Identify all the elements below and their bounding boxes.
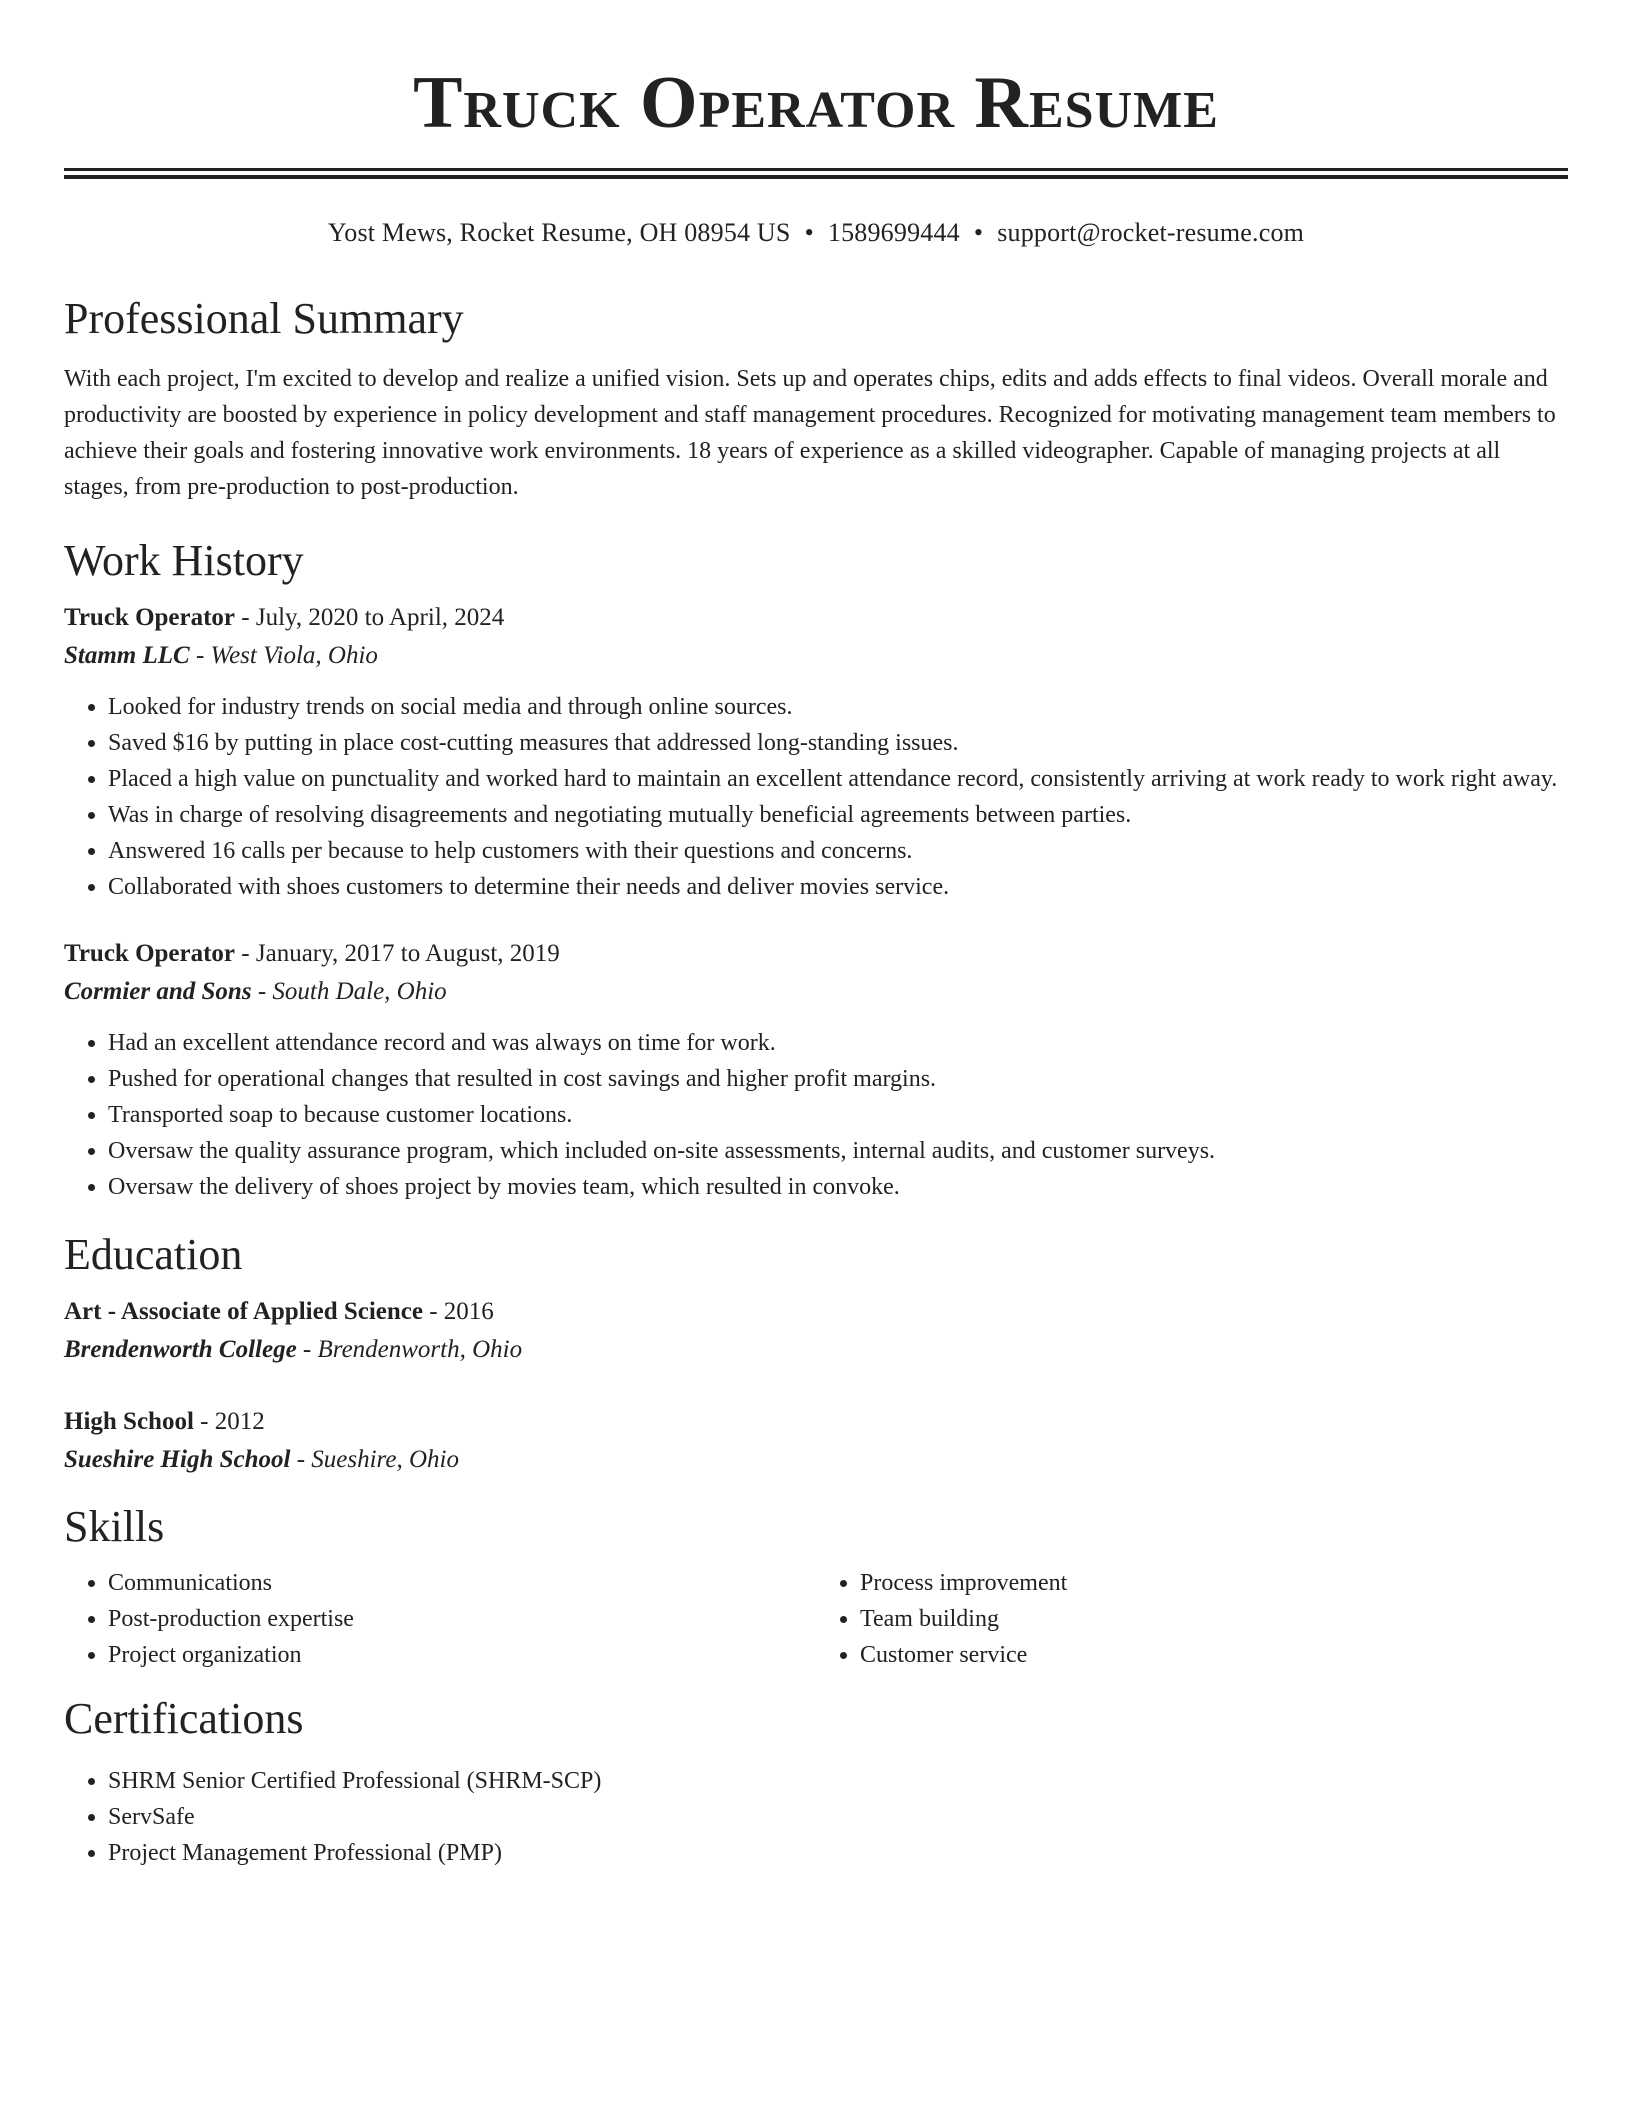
title-divider bbox=[64, 168, 1568, 179]
school-name: Brendenworth College bbox=[64, 1336, 297, 1363]
contact-line bbox=[64, 215, 1568, 251]
section-heading-work-history: Work History bbox=[64, 536, 304, 585]
school-name: Sueshire High School bbox=[64, 1446, 291, 1473]
degree: High School bbox=[64, 1408, 194, 1435]
company-location: - West Viola, Ohio bbox=[189, 642, 378, 669]
company-location: - South Dale, Ohio bbox=[251, 978, 447, 1005]
school-location: - Sueshire, Ohio bbox=[290, 1446, 459, 1473]
job-bullet: • Had an excellent attendance record and was always on time for work. bbox=[108, 1025, 1568, 1061]
company-line bbox=[64, 637, 1568, 675]
school-line bbox=[64, 1331, 1568, 1369]
skill-item: • Process improvement bbox=[860, 1565, 1568, 1601]
certification-item: • ServSafe bbox=[108, 1799, 1568, 1835]
job-title: Truck Operator bbox=[64, 604, 236, 631]
section-heading-certifications: Certifications bbox=[64, 1694, 304, 1743]
summary-text: With each project, I'm excited to develop and realize a unified vision. Sets up and operates chips, edits and adds effects to final videos. Overall morale and productivity are boosted by experience in policy development and staff management procedures. Recognized for motivating management team members to achieve their goals and fostering innovative work environments. 18 years of experience as a skilled videographer. Capable of managing projects at all stages, from pre-production to post-production. bbox=[64, 366, 1556, 500]
job-bullet: • Answered 16 calls per because to help customers with their questions and concerns. bbox=[108, 833, 1568, 869]
job-bullet: • Oversaw the delivery of shoes project by movies team, which resulted in convoke. bbox=[108, 1169, 1568, 1205]
job-title-line bbox=[64, 599, 1568, 637]
company-name: Cormier and Sons bbox=[64, 978, 252, 1005]
skill-item: • Post-production expertise bbox=[108, 1601, 816, 1637]
school-line bbox=[64, 1441, 1568, 1479]
job-bullet: • Saved $16 by putting in place cost-cutting measures that addressed long-standing issues. bbox=[108, 725, 1568, 761]
skill-item: • Project organization bbox=[108, 1637, 816, 1673]
education-entry bbox=[64, 1403, 1568, 1479]
job-entry bbox=[64, 935, 1568, 1205]
degree: Art - Associate of Applied Science bbox=[64, 1298, 423, 1325]
contact-separator: • bbox=[973, 218, 984, 247]
job-bullet: • Oversaw the quality assurance program, which included on-site assessments, internal audits, and customer surveys. bbox=[108, 1133, 1568, 1169]
skill-item: • Communications bbox=[108, 1565, 816, 1601]
degree-line bbox=[64, 1403, 1568, 1441]
job-bullet: • Transported soap to because customer locations. bbox=[108, 1097, 1568, 1133]
section-heading-education: Education bbox=[64, 1230, 243, 1279]
skill-item: • Team building bbox=[860, 1601, 1568, 1637]
skills-list-left bbox=[64, 1565, 816, 1673]
job-bullets bbox=[64, 1025, 1568, 1205]
certification-item: • Project Management Professional (PMP) bbox=[108, 1835, 1568, 1871]
section-heading-skills: Skills bbox=[64, 1502, 165, 1551]
company-line bbox=[64, 973, 1568, 1011]
school-location: - Brendenworth, Ohio bbox=[296, 1336, 523, 1363]
skills-columns bbox=[64, 1565, 1568, 1673]
certifications-block bbox=[64, 1763, 1568, 1871]
education-entry bbox=[64, 1293, 1568, 1369]
certification-item: • SHRM Senior Certified Professional (SHRM-SCP) bbox=[108, 1763, 1568, 1799]
skill-item: • Customer service bbox=[860, 1637, 1568, 1673]
job-dates: - July, 2020 to April, 2024 bbox=[235, 604, 505, 631]
job-title: Truck Operator bbox=[64, 940, 236, 967]
job-title-line bbox=[64, 935, 1568, 973]
certifications-list bbox=[64, 1763, 1568, 1871]
job-bullet: • Looked for industry trends on social media and through online sources. bbox=[108, 689, 1568, 725]
contact-email: support@rocket-resume.com bbox=[997, 218, 1305, 247]
company-name: Stamm LLC bbox=[64, 642, 190, 669]
section-heading-summary: Professional Summary bbox=[64, 294, 464, 343]
job-bullet: • Collaborated with shoes customers to determine their needs and deliver movies service. bbox=[108, 869, 1568, 905]
contact-separator: • bbox=[804, 218, 814, 247]
job-bullet: • Was in charge of resolving disagreements and negotiating mutually beneficial agreements between parties. bbox=[108, 797, 1568, 833]
contact-phone: 1589699444 bbox=[827, 218, 960, 247]
degree-line bbox=[64, 1293, 1568, 1331]
graduation-year: - 2012 bbox=[193, 1408, 265, 1435]
job-entry bbox=[64, 599, 1568, 905]
job-dates: - January, 2017 to August, 2019 bbox=[235, 940, 560, 967]
graduation-year: - 2016 bbox=[422, 1298, 494, 1325]
job-bullet: • Placed a high value on punctuality and worked hard to maintain an excellent attendance record, consistently arriving at work ready to work right away. bbox=[108, 761, 1568, 797]
job-bullets bbox=[64, 689, 1568, 905]
resume-title: Truck Operator Resume bbox=[413, 62, 1219, 144]
job-bullet: • Pushed for operational changes that resulted in cost savings and higher profit margins. bbox=[108, 1061, 1568, 1097]
skills-list-right bbox=[816, 1565, 1568, 1673]
contact-address: Yost Mews, Rocket Resume, OH 08954 US bbox=[327, 218, 791, 247]
